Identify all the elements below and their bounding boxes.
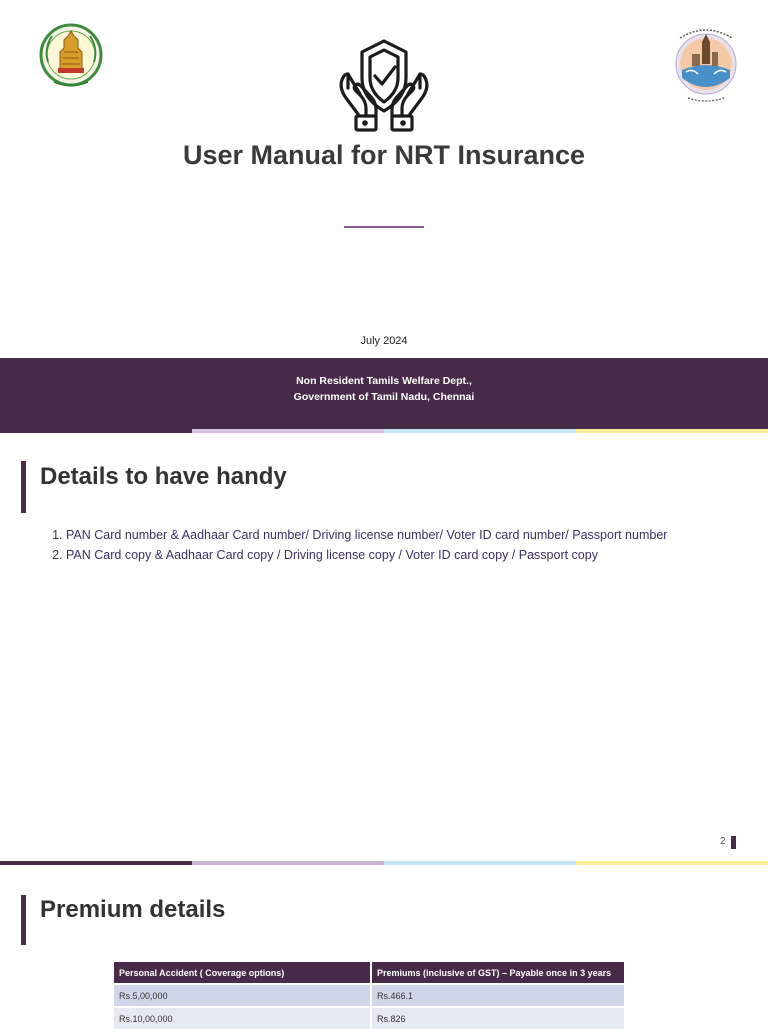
color-stripe-segment [384,861,576,865]
table-cell: Rs.826 [371,1007,625,1029]
table-cell: Rs.10,00,000 [114,1007,371,1029]
table-header-cell: Premiums (inclusive of GST) – Payable once in 3 years [371,962,625,984]
title-underline [344,226,424,228]
list-item: 2. PAN Card copy & Aadhaar Card copy / Driving license copy / Voter ID card copy / Passport copy [66,548,667,562]
government-name: Government of Tamil Nadu, Chennai [293,391,475,403]
page-number-marker [731,836,736,849]
color-stripe-segment [192,861,384,865]
table-row [114,984,625,1007]
publication-date: July 2024 [360,335,408,347]
page-title: User Manual for NRT Insurance [182,140,586,170]
table-header-row [114,962,625,984]
table-cell: Rs.466.1 [371,984,625,1007]
department-name: Non Resident Tamils Welfare Dept., [296,375,472,387]
slide-heading: Details to have handy [40,463,287,490]
hands-shield-check-icon [336,36,432,134]
cover-slide [0,0,768,432]
details-slide [0,432,768,866]
tamil-nadu-emblem-logo [38,22,104,92]
nrt-welfare-logo [672,24,740,102]
table-header-cell: Personal Accident ( Coverage options) [114,962,371,984]
heading-accent-bar [21,461,26,513]
table-row [114,1007,625,1029]
color-stripe-segment [576,861,768,865]
heading-accent-bar [21,895,26,945]
color-stripe-segment [0,861,192,865]
department-band [0,358,768,429]
requirements-list [24,528,667,568]
premium-table [114,962,626,1029]
table-cell: Rs.5,00,000 [114,984,371,1007]
list-item: 1. PAN Card number & Aadhaar Card number/ Driving license number/ Voter ID card number/ Passport number [66,528,667,542]
page-number: 2 [720,836,726,847]
premium-slide [0,866,768,1024]
slide-heading: Premium details [40,896,226,923]
